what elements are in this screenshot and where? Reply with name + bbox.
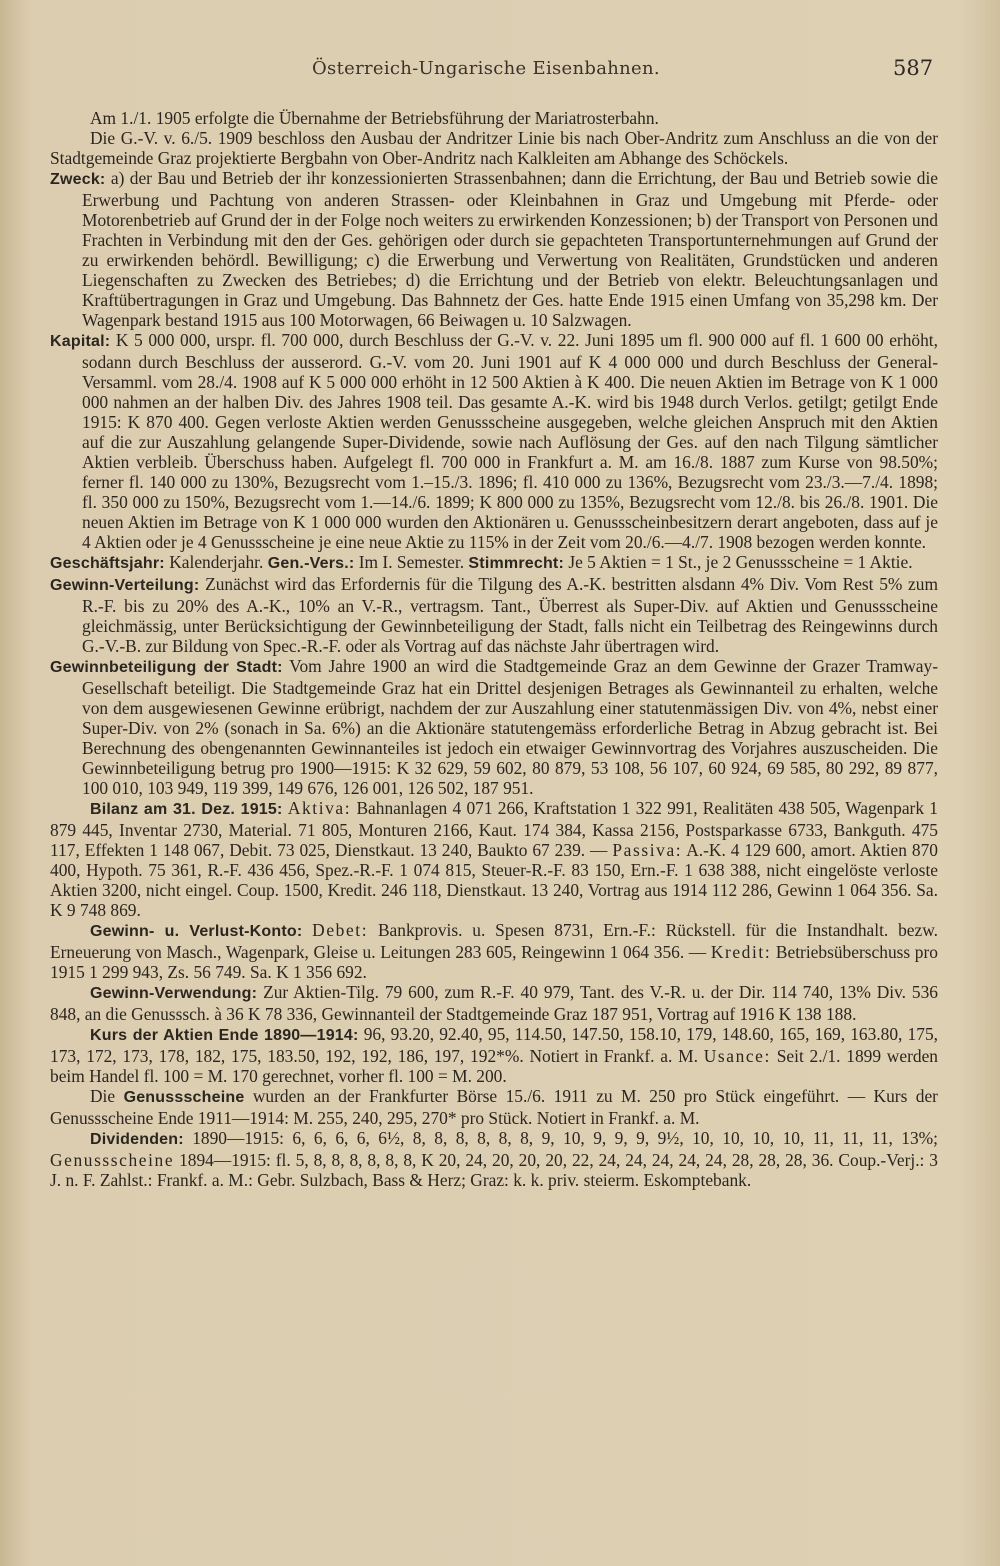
kredit-text: Betriebsüberschuss pro 1915 1 299 943, Zs. 56 749. Sa. K 1 356 692. [50, 942, 938, 982]
kapital-label: Kapital: [50, 333, 111, 350]
page-number: 587 [893, 56, 934, 80]
paragraph-mariatrost [50, 108, 938, 128]
page-header [0, 58, 1000, 88]
gewinnbeteiligung-label: Gewinnbeteiligung der Stadt: [50, 659, 283, 676]
section-genussscheine [50, 1086, 938, 1128]
dividenden-genussscheine-text: 1894—1915: fl. 5, 8, 8, 8, 8, 8, 8, K 20, 24, 20, 20, 20, 22, 24, 24, 24, 24, 24, 28, 28, 28, 36. Coup.-Verj.: 3 J. n. F. Zahlst.: Frankf. a. M.: Gebr. Sulzbach, Bass & Herz; Graz: k. k. priv. steierm. Eskomptebank. [50, 1150, 938, 1190]
guv-label: Gewinn- u. Verlust-Konto: [90, 923, 303, 940]
section-bilanz [50, 798, 938, 920]
usance-label: Usance: [703, 1046, 771, 1066]
stimmrecht-label: Stimmrecht: [468, 555, 564, 572]
section-kapital [50, 330, 938, 552]
genvers-label: Gen.-Vers.: [267, 555, 355, 572]
kredit-label: Kredit: [710, 942, 772, 962]
gewinn-verteilung-label: Gewinn-Verteilung: [50, 577, 200, 594]
gewinn-verwendung-text: Zur Aktien-Tilg. 79 600, zum R.-F. 40 979, Tant. des V.-R. u. der Dir. 114 740, 13% Div. 536 848, an die Genusssch. à 36 K 78 336, Gewinnanteil der Stadtgemeinde Graz 187 951, Vortrag auf 1916 K 138 188. [50, 982, 938, 1024]
paragraph-text: Am 1./1. 1905 erfolgte die Übernahme der Betriebsführung der Mariatrosterbahn. [90, 108, 659, 128]
section-gewinn-verwendung [50, 982, 938, 1024]
gewinnbeteiligung-text: Vom Jahre 1900 an wird die Stadtgemeinde Graz an dem Gewinne der Grazer Tramway-Gesellschaft beteiligt. Die Stadtgemeinde Graz hat ein Drittel desjenigen Betrages als Gewinnanteil zu erhalten, welche von dem ausgewiesenen Gewinne erübrigt, nachdem der zur Auszahlung einer statutenmässigen Div. von 4%, nebst einer Super-Div. von 2% (sonach in Sa. 6%) an die Aktionäre statutengemäss erforderliche Betrag in Abzug gebracht ist. Bei Berechnung des obengenannten Gewinnanteiles ist jedoch ein etwaiger Gewinnvortrag des Vorjahres auszuscheiden. Die Gewinnbeteiligung betrug pro 1900—1915: K 32 629, 59 602, 80 879, 53 108, 56 107, 60 924, 69 585, 80 292, 89 877, 100 010, 103 949, 119 399, 149 676, 126 001, 126 502, 187 951. [82, 656, 939, 798]
genvers-text: Im I. Semester. [358, 552, 465, 572]
gewinn-verteilung-text: Zunächst wird das Erfordernis für die Tilgung des A.-K. bestritten alsdann 4% Div. Vom Rest 5% zum R.-F. bis zu 20% des A.-K., 10% an V.-R., vertragsm. Tant., Überrest als Super-Div. auf Aktien und Genussscheine gleichmässig, unter Berücksichtigung der Gewinnbeteiligung der Stadt, falls nicht ein Teilbetrag des Reingewinns durch G.-V.-B. zur Bildung von Spec.-R.-F. oder als Vortrag auf das nächste Jahr übertragen wird. [82, 574, 938, 656]
debet-label: Debet: [312, 920, 369, 940]
dividenden-label: Dividenden: [90, 1131, 184, 1148]
section-zweck [50, 168, 938, 330]
gewinn-verwendung-label: Gewinn-Verwendung: [90, 985, 258, 1002]
stimmrecht-text: Je 5 Aktien = 1 St., je 2 Genussscheine = 1 Aktie. [568, 552, 913, 572]
genussscheine-pre: Die [90, 1086, 116, 1106]
paragraph-text: Die G.-V. v. 6./5. 1909 beschloss den Ausbau der Andritzer Linie bis nach Ober-Andritz zum Anschluss an die von der Stadtgemeinde Graz projektierte Bergbahn von Ober-Andritz nach Kalkleiten am Abhange des Schöckels. [50, 128, 938, 168]
section-gewinnbeteiligung [50, 656, 938, 798]
genussscheine-text: wurden an der Frankfurter Börse 15./6. 1911 zu M. 250 pro Stück eingeführt. — Kurs der Genussscheine Ende 1911—1914: M. 255, 240, 295, 270* pro Stück. Notiert in Frankf. a. M. [50, 1086, 938, 1128]
debet-text: Bankprovis. u. Spesen 8731, Ern.-F.: Rückstell. für die Instandhalt. bezw. Erneuerung von Masch., Wagenpark, Gleise u. Leitungen 283 605, Reingewinn 1 064 356. — [50, 920, 938, 962]
passiva-text: A.-K. 4 129 600, amort. Aktien 870 400, Hypoth. 75 361, R.-F. 436 456, Spez.-R.-F. 1 074 815, Steuer-R.-F. 83 150, Ern.-F. 1 638 388, nicht eingelöste verloste Aktien 3200, nicht eingel. Coup. 1500, Kredit. 246 118, Dienstkaut. 13 240, Vortrag aus 1914 112 286, Gewinn 1 064 356. Sa. K 9 748 869. [50, 840, 938, 920]
dividenden-text: 1890—1915: 6, 6, 6, 6, 6½, 8, 8, 8, 8, 8, 8, 9, 10, 9, 9, 9, 9½, 10, 10, 10, 10, 11, 11, 11, 13%; [192, 1128, 938, 1148]
aktiva-label: Aktiva: [287, 798, 352, 818]
geschaeftsjahr-text: Kalenderjahr. [169, 552, 264, 572]
kurs-label: Kurs der Aktien Ende 1890—1914: [90, 1027, 359, 1044]
section-dividenden [50, 1128, 938, 1190]
running-title: Österreich-Ungarische Eisenbahnen. [312, 58, 660, 79]
paragraph-andritz [50, 128, 938, 168]
kurs-text: 96, 93.20, 92.40, 95, 114.50, 147.50, 158.10, 179, 148.60, 165, 169, 163.80, 175, 173, 172, 173, 178, 182, 175, 183.50, 192, 192, 186, 197, 192*%. Notiert in Frankf. a. M. [50, 1024, 938, 1066]
zweck-text: a) der Bau und Betrieb der ihr konzessionierten Strassenbahnen; dann die Errichtung, der Bau und Betrieb sowie die Erwerbung und Pachtung von anderen Strassen- oder Kleinbahnen in Graz und Umgebung mit Pferde- oder Motorenbetrieb auf Grund der in der Folge noch weiters zu erwirkenden Konzessionen; b) der Transport von Personen und Frachten in Verbindung mit den der Ges. gehörigen oder durch sie gepachteten Transportunternehmungen auf Grund der zu erwirkenden behördl. Bewilligung; c) die Erwerbung und Verwertung von Realitäten, Grundstücken und anderen Liegenschaften zu Zwecken des Betriebes; d) die Errichtung und der Betrieb von elektr. Beleuchtungsanlagen und Kraftübertragungen in Graz und Umgebung. Das Bahnnetz der Ges. hatte Ende 1915 einen Umfang von 35,298 km. Der Wagenpark bestand 1915 aus 100 Motorwagen, 66 Beiwagen u. 10 Salzwagen. [82, 168, 938, 330]
section-kurs [50, 1024, 938, 1086]
geschaeftsjahr-label: Geschäftsjahr: [50, 555, 165, 572]
section-gewinn-verteilung [50, 574, 938, 656]
usance-text: Seit 2./1. 1899 werden beim Handel fl. 100 = M. 170 gerechnet, vorher fl. 100 = M. 200. [50, 1046, 938, 1086]
dividenden-genussscheine-label: Genussscheine [50, 1150, 175, 1170]
section-geschaeftsjahr [50, 552, 938, 574]
kapital-text: K 5 000 000, urspr. fl. 700 000, durch Beschluss der G.-V. v. 22. Juni 1895 um fl. 900 000 auf fl. 1 600 00 erhöht, sodann durch Beschluss der ausserord. G.-V. vom 20. Juni 1901 auf K 4 000 000 und durch Beschluss der General-Versamml. vom 28./4. 1908 auf K 5 000 000 erhöht in 12 500 Aktien à K 400. Die neuen Aktien im Betrage von K 1 000 000 nahmen an der halben Div. des Jahres 1908 teil. Das gesamte A.-K. wird bis 1948 durch Verlos. getilgt; getilgt Ende 1915: K 870 400. Gegen verloste Aktien werden Genussscheine ausgegeben, welche gleichen Anspruch mit den Aktien auf die zur Auszahlung gelangende Super-Dividende, sowie nach Auflösung der Ges. auf den nach Tilgung sämtlicher Aktien verbleib. Überschuss haben. Aufgelegt fl. 700 000 in Frankfurt a. M. am 16./8. 1887 zum Kurse von 98.50%; ferner fl. 140 000 zu 130%, Bezugsrecht vom 1.–15./3. 1896; fl. 410 000 zu 136%, Bezugsrecht vom 23./3.—7./4. 1898; fl. 350 000 zu 150%, Bezugsrecht vom 1.—14./6. 1899; K 800 000 zu 135%, Bezugsrecht vom 12./8. bis 26./8. 1901. Die neuen Aktien im Betrage von K 1 000 000 wurden den Aktionären u. Genussscheinbesitzern derart angeboten, dass auf je 4 Aktien oder je 4 Genussscheine je eine neue Aktie zu 115% in der Zeit vom 20./6.—4./7. 1908 bezogen werden konnte. [82, 330, 938, 552]
zweck-label: Zweck: [50, 171, 106, 188]
body-text [50, 108, 938, 1190]
section-gewinn-verlust-konto [50, 920, 938, 982]
bilanz-label: Bilanz am 31. Dez. 1915: [90, 801, 283, 818]
passiva-label: Passiva: [612, 840, 683, 860]
aktiva-text: Bahnanlagen 4 071 266, Kraftstation 1 322 991, Realitäten 438 505, Wagenpark 1 879 445, Inventar 2730, Material. 71 805, Monturen 2166, Kaut. 174 384, Kassa 2156, Postsparkasse 6733, Bankguth. 475 117, Effekten 1 148 067, Debit. 73 025, Dienstkaut. 13 240, Baukto 67 239. — [50, 798, 938, 860]
genussscheine-label: Genussscheine [123, 1089, 245, 1106]
